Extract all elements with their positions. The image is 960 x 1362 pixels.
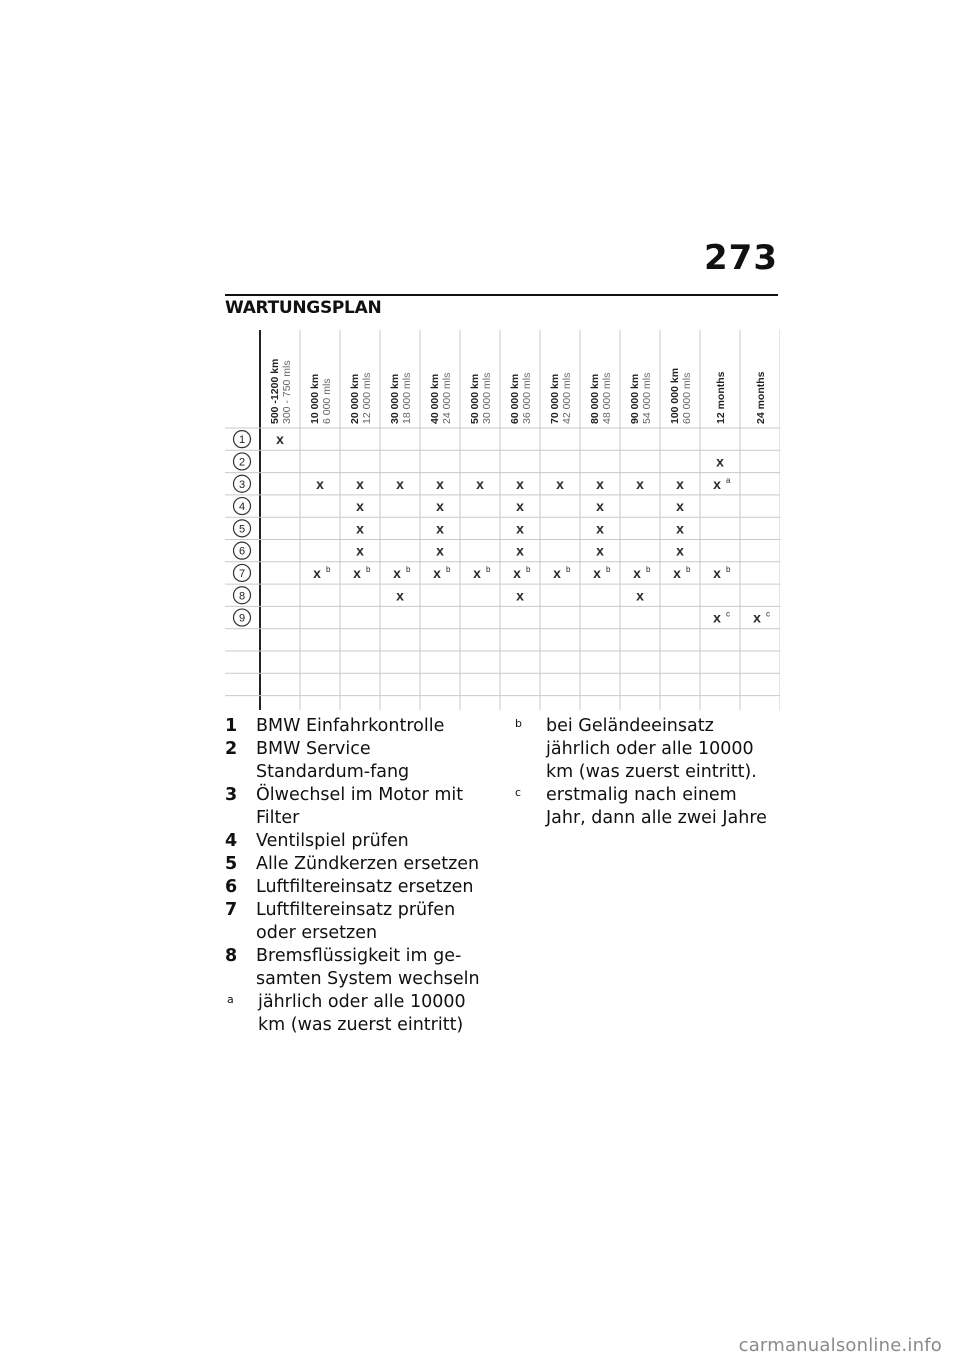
column-header-km: 60 000 km bbox=[509, 373, 521, 424]
schedule-mark: x bbox=[356, 498, 364, 515]
legend-number: 5 bbox=[225, 854, 238, 874]
schedule-mark-footnote: b bbox=[326, 564, 331, 574]
legend-item bbox=[225, 830, 487, 853]
schedule-mark: x bbox=[633, 564, 641, 581]
legend-text: Ölwechsel im Motor mit Filter bbox=[256, 785, 464, 828]
legend-text: Bremsflüssigkeit im ge-samten System wechseln bbox=[256, 946, 480, 989]
schedule-mark: x bbox=[516, 475, 524, 492]
maintenance-schedule-table bbox=[225, 325, 780, 710]
row-number-label: 4 bbox=[238, 501, 246, 514]
row-number-label: 1 bbox=[238, 434, 246, 447]
schedule-mark-footnote: b bbox=[726, 564, 731, 574]
row-number-label: 5 bbox=[238, 523, 246, 536]
legend-number: 3 bbox=[225, 785, 238, 805]
column-header-mls: 36 000 mls bbox=[521, 372, 533, 424]
schedule-mark: x bbox=[596, 498, 604, 515]
legend-number: 4 bbox=[225, 831, 238, 851]
column-header-mls: 24 000 mls bbox=[441, 372, 453, 424]
schedule-mark-footnote: b bbox=[566, 564, 571, 574]
row-number-label: 2 bbox=[238, 456, 246, 469]
schedule-mark: x bbox=[713, 564, 721, 581]
row-number-label: 6 bbox=[238, 545, 246, 558]
legend-item bbox=[225, 853, 487, 876]
schedule-mark-footnote: b bbox=[526, 564, 531, 574]
column-header-mls: 30 000 mls bbox=[481, 372, 493, 424]
legend-item bbox=[225, 715, 487, 738]
schedule-mark: x bbox=[713, 609, 721, 626]
column-header-mls: 60 000 mls bbox=[681, 372, 693, 424]
schedule-mark-footnote: c bbox=[766, 609, 770, 619]
legend-text: Ventilspiel prüfen bbox=[256, 831, 409, 851]
legend-text: BMW Service Standardum-fang bbox=[256, 739, 410, 782]
schedule-mark: x bbox=[473, 564, 481, 581]
row-number-label: 8 bbox=[238, 590, 246, 603]
schedule-mark: x bbox=[353, 564, 361, 581]
column-header-km: 12 months bbox=[715, 371, 727, 424]
schedule-mark-footnote: b bbox=[646, 564, 651, 574]
schedule-mark: x bbox=[476, 475, 484, 492]
column-header-mls: 300 - 750 mls bbox=[281, 360, 293, 424]
column-header-km: 20 000 km bbox=[349, 373, 361, 424]
schedule-mark: x bbox=[436, 475, 444, 492]
schedule-mark: x bbox=[513, 564, 521, 581]
schedule-mark: x bbox=[356, 520, 364, 537]
schedule-mark: x bbox=[596, 542, 604, 559]
schedule-mark-footnote: b bbox=[486, 564, 491, 574]
legend-footnote-key: a bbox=[227, 993, 234, 1006]
legend-text: jährlich oder alle 10000 km (was zuerst eintritt) bbox=[258, 992, 466, 1035]
schedule-mark: x bbox=[396, 475, 404, 492]
schedule-mark: x bbox=[596, 520, 604, 537]
legend-item bbox=[225, 784, 487, 830]
column-header-mls: 6 000 mls bbox=[321, 378, 333, 424]
legend-item bbox=[513, 715, 781, 784]
legend-text: erstmalig nach einem Jahr, dann alle zwei Jahre bbox=[546, 785, 767, 828]
schedule-mark: x bbox=[713, 475, 721, 492]
watermark: carmanualsonline.info bbox=[738, 1335, 942, 1356]
schedule-mark: x bbox=[516, 587, 524, 604]
schedule-mark: x bbox=[516, 542, 524, 559]
legend-item bbox=[225, 945, 487, 991]
schedule-mark-footnote: c bbox=[726, 609, 730, 619]
legend-number: 6 bbox=[225, 877, 238, 897]
schedule-mark: x bbox=[553, 564, 561, 581]
schedule-mark: x bbox=[436, 520, 444, 537]
schedule-mark: x bbox=[753, 609, 761, 626]
column-header-mls: 18 000 mls bbox=[401, 372, 413, 424]
schedule-mark: x bbox=[396, 587, 404, 604]
schedule-mark: x bbox=[676, 542, 684, 559]
legend-item bbox=[225, 738, 487, 784]
schedule-mark: x bbox=[593, 564, 601, 581]
schedule-mark: x bbox=[356, 542, 364, 559]
schedule-mark: x bbox=[393, 564, 401, 581]
legend-footnote-key: c bbox=[515, 786, 522, 799]
column-header-km: 30 000 km bbox=[389, 373, 401, 424]
schedule-mark: x bbox=[516, 498, 524, 515]
legend-footnote-key: b bbox=[515, 717, 522, 730]
legend-text: bei Geländeeinsatz jährlich oder alle 10000 km (was zuerst eintritt). bbox=[546, 716, 757, 782]
legend-item bbox=[513, 784, 781, 830]
column-header-mls: 42 000 mls bbox=[561, 372, 573, 424]
column-header-km: 90 000 km bbox=[629, 373, 641, 424]
legend-right-column bbox=[513, 715, 781, 830]
column-header-km: 50 000 km bbox=[469, 373, 481, 424]
schedule-mark: x bbox=[673, 564, 681, 581]
legend-number: 8 bbox=[225, 946, 238, 966]
schedule-mark-footnote: b bbox=[406, 564, 411, 574]
schedule-mark: x bbox=[313, 564, 321, 581]
schedule-mark: x bbox=[716, 453, 724, 470]
column-header-km: 100 000 km bbox=[669, 367, 681, 424]
row-number-label: 9 bbox=[238, 612, 246, 625]
column-header-km: 500 -1200 km bbox=[269, 358, 281, 424]
schedule-mark-footnote: b bbox=[606, 564, 611, 574]
column-header-mls: 54 000 mls bbox=[641, 372, 653, 424]
column-header-km: 80 000 km bbox=[589, 373, 601, 424]
schedule-mark: x bbox=[316, 475, 324, 492]
legend-text: BMW Einfahrkontrolle bbox=[256, 716, 445, 736]
section-title: WARTUNGSPLAN bbox=[225, 298, 382, 318]
schedule-mark: x bbox=[356, 475, 364, 492]
schedule-mark: x bbox=[676, 498, 684, 515]
schedule-mark: x bbox=[596, 475, 604, 492]
schedule-mark: x bbox=[636, 475, 644, 492]
schedule-mark: x bbox=[276, 431, 284, 448]
legend-number: 1 bbox=[225, 716, 238, 736]
legend-text: Luftfiltereinsatz ersetzen bbox=[256, 877, 474, 897]
schedule-mark: x bbox=[436, 542, 444, 559]
legend-left-column bbox=[225, 715, 487, 1037]
schedule-mark: x bbox=[516, 520, 524, 537]
column-header-mls: 48 000 mls bbox=[601, 372, 613, 424]
schedule-mark-footnote: a bbox=[726, 475, 731, 485]
column-header-mls: 12 000 mls bbox=[361, 372, 373, 424]
legend-number: 7 bbox=[225, 900, 238, 920]
legend-item bbox=[225, 899, 487, 945]
schedule-mark-footnote: b bbox=[446, 564, 451, 574]
schedule-mark: x bbox=[436, 498, 444, 515]
header-rule bbox=[225, 294, 778, 296]
legend-number: 2 bbox=[225, 739, 238, 759]
schedule-mark: x bbox=[676, 475, 684, 492]
schedule-mark: x bbox=[433, 564, 441, 581]
legend-item bbox=[225, 876, 487, 899]
column-header-km: 40 000 km bbox=[429, 373, 441, 424]
schedule-mark-footnote: b bbox=[366, 564, 371, 574]
schedule-mark: x bbox=[636, 587, 644, 604]
schedule-mark-footnote: b bbox=[686, 564, 691, 574]
page-number: 273 bbox=[704, 238, 778, 278]
row-number-label: 3 bbox=[238, 478, 246, 491]
column-header-km: 70 000 km bbox=[549, 373, 561, 424]
row-number-label: 7 bbox=[238, 567, 246, 580]
legend-text: Luftfiltereinsatz prüfen oder ersetzen bbox=[256, 900, 456, 943]
column-header-km: 24 months bbox=[755, 371, 767, 424]
column-header-km: 10 000 km bbox=[309, 373, 321, 424]
schedule-mark: x bbox=[556, 475, 564, 492]
legend-text: Alle Zündkerzen ersetzen bbox=[256, 854, 480, 874]
schedule-mark: x bbox=[676, 520, 684, 537]
legend-item bbox=[225, 991, 487, 1037]
